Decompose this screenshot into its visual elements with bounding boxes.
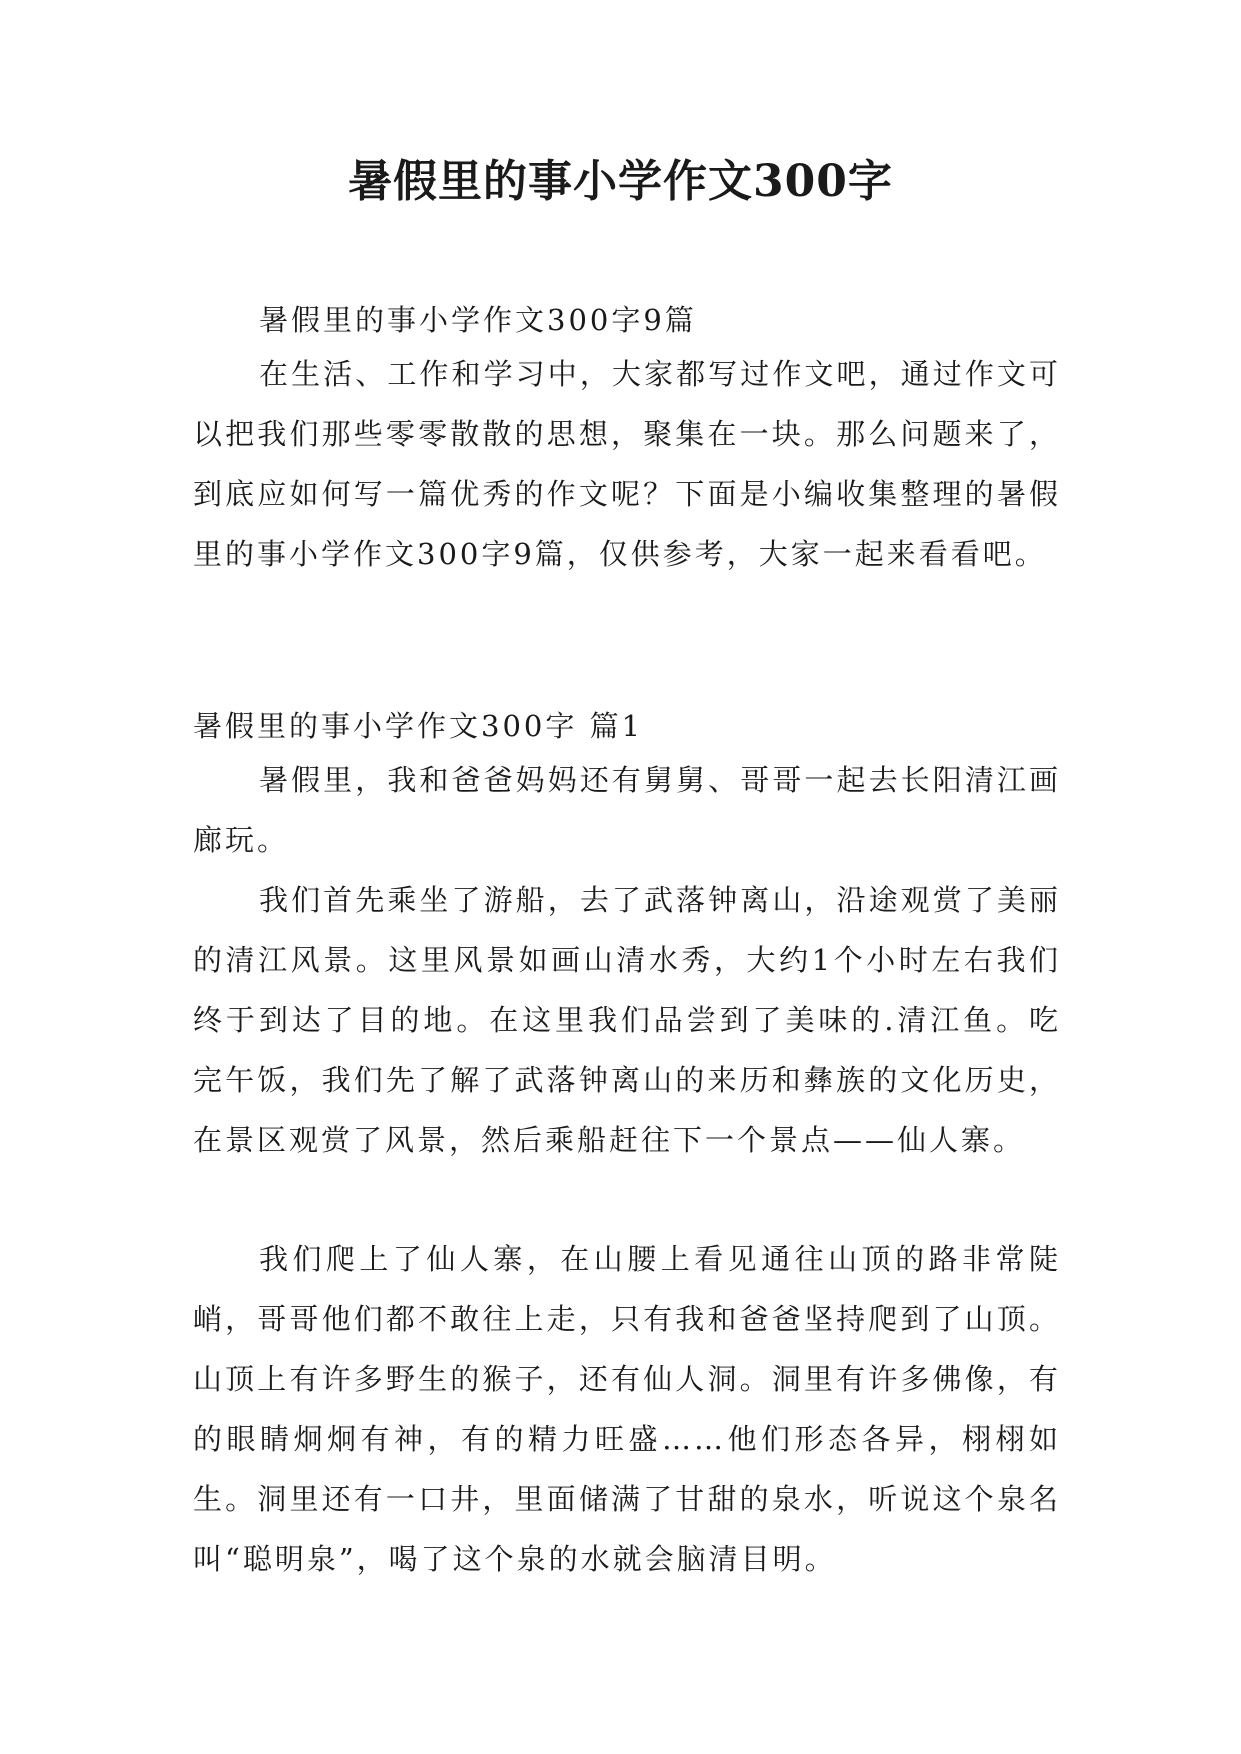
body-paragraph: 暑假里，我和爸爸妈妈还有舅舅、哥哥一起去长阳清江画廊玩。 (193, 763, 1061, 857)
section-heading: 暑假里的事小学作文300字 篇1 (193, 709, 644, 743)
intro-paragraph: 在生活、工作和学习中，大家都写过作文吧，通过作文可以把我们那些零零散散的思想，聚集在一块。那么问题来了，到底应如何写一篇优秀的作文呢？下面是小编收集整理的暑假里的事小学作文300字9篇，仅供参考，大家一起来看看吧。 (193, 357, 1061, 571)
page-title: 暑假里的事小学作文300字 (348, 156, 893, 207)
document-subtitle: 暑假里的事小学作文300字9篇 (259, 303, 697, 337)
body-paragraph: 我们首先乘坐了游船，去了武落钟离山，沿途观赏了美丽的清江风景。这里风景如画山清水秀，大约1个小时左右我们终于到达了目的地。在这里我们品尝到了美味的.清江鱼。吃完午饭，我们先了解了武落钟离山的来历和彝族的文化历史，在景区观赏了风景，然后乘船赶往下一个景点——仙人寨。 (193, 883, 1061, 1157)
body-paragraph: 我们爬上了仙人寨，在山腰上看见通往山顶的路非常陡峭，哥哥他们都不敢往上走，只有我和爸爸坚持爬到了山顶。山顶上有许多野生的猴子，还有仙人洞。洞里有许多佛像，有的眼睛炯炯有神，有的精力旺盛……他们形态各异，栩栩如生。洞里还有一口井，里面储满了甘甜的泉水，听说这个泉名叫“聪明泉”，喝了这个泉的水就会脑清目明。 (193, 1242, 1061, 1576)
